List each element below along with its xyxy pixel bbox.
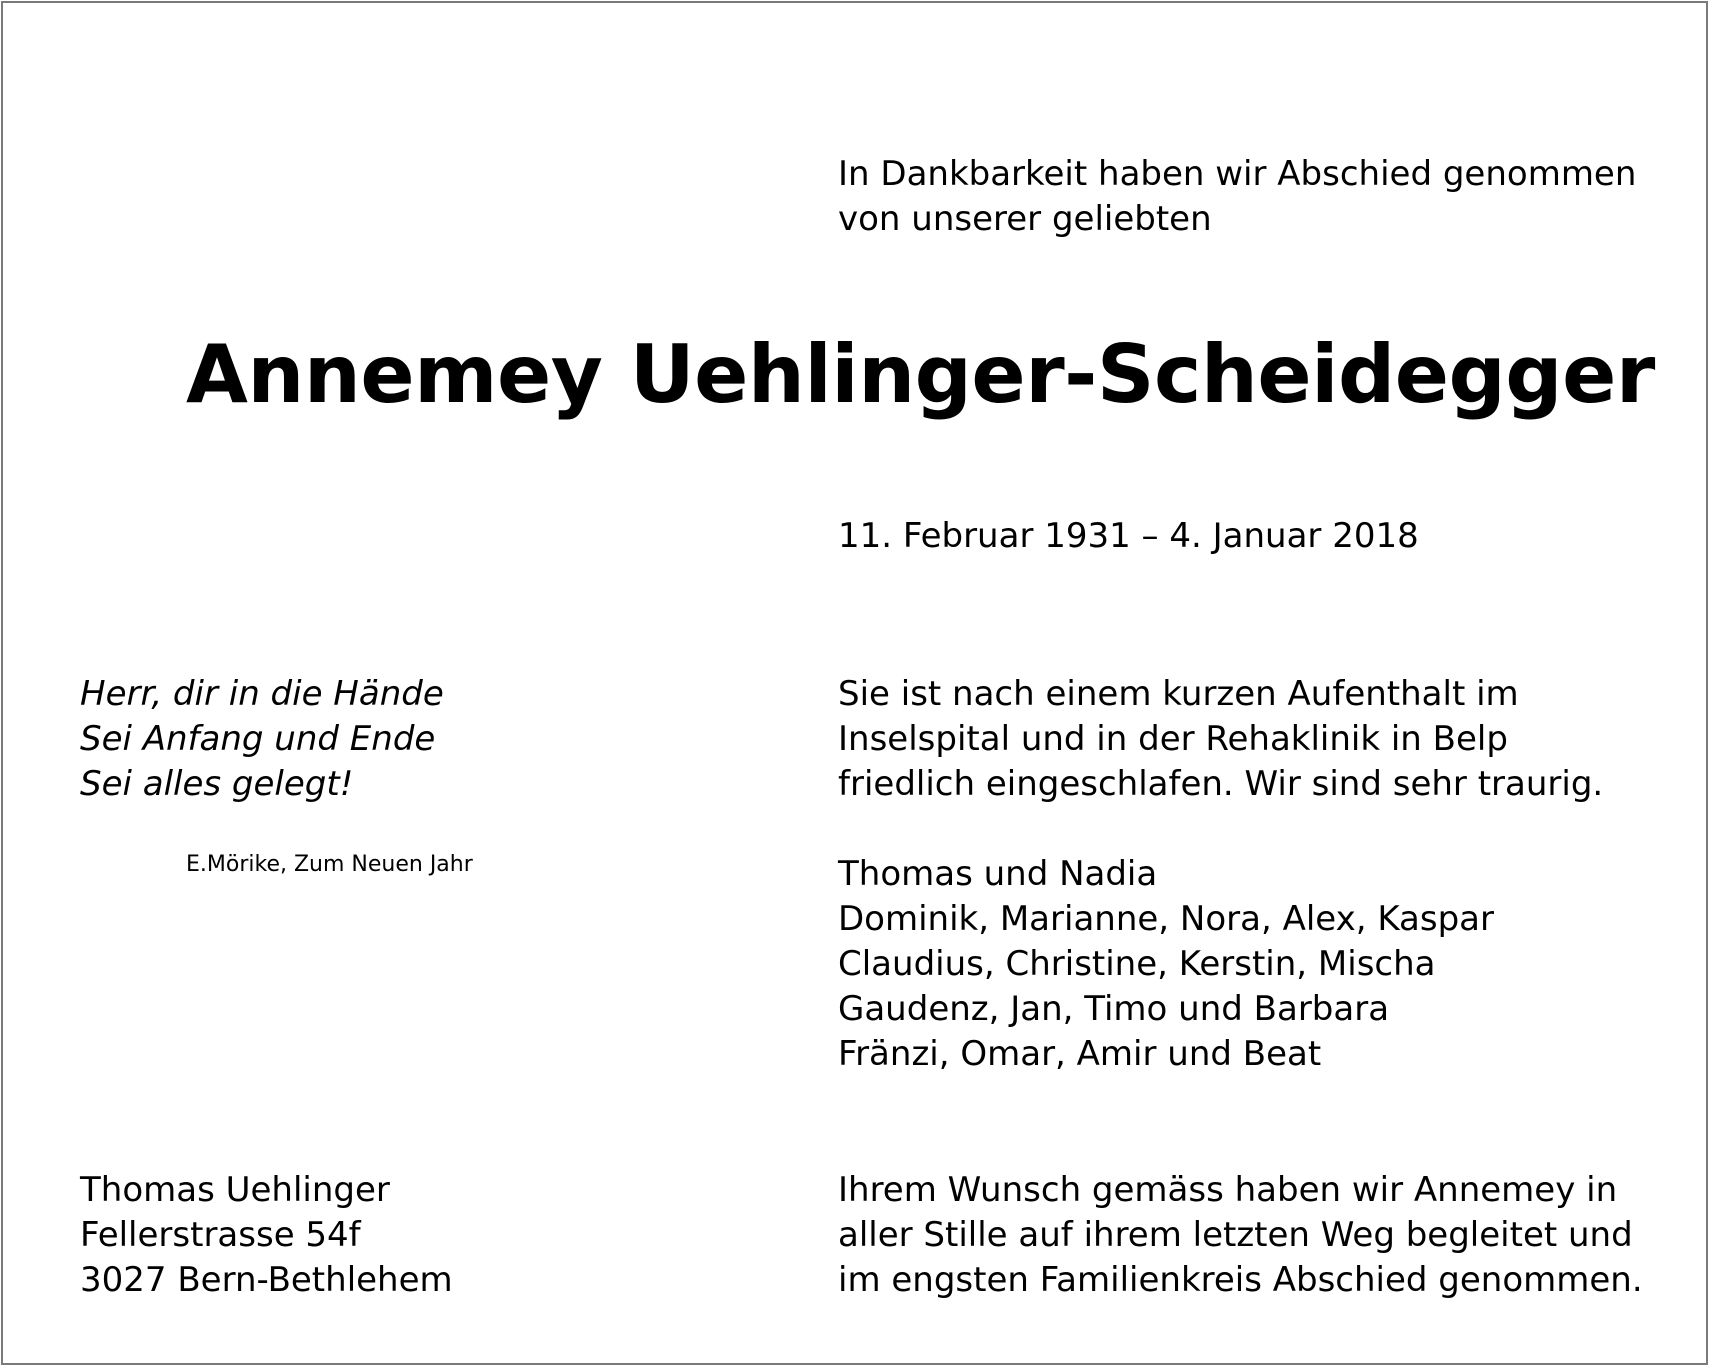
family-line: Dominik, Marianne, Nora, Alex, Kaspar	[838, 899, 1494, 939]
contact-address	[80, 1168, 453, 1303]
intro-line: In Dankbarkeit haben wir Abschied genommen	[838, 154, 1637, 194]
family-line: Gaudenz, Jan, Timo und Barbara	[838, 989, 1390, 1029]
closing-line: Ihrem Wunsch gemäss haben wir Annemey in	[838, 1170, 1618, 1210]
death-message	[838, 672, 1603, 807]
family-line: Fränzi, Omar, Amir und Beat	[838, 1034, 1322, 1074]
life-dates-text: 11. Februar 1931 – 4. Januar 2018	[838, 516, 1419, 556]
page-frame	[1, 1, 1708, 1365]
poem-verse	[80, 672, 444, 807]
poem-line: Herr, dir in die Hände	[80, 674, 444, 714]
family-list	[838, 852, 1494, 1077]
address-line: 3027 Bern-Bethlehem	[80, 1260, 453, 1300]
closing-line: aller Stille auf ihrem letzten Weg begleitet und	[838, 1215, 1633, 1255]
intro-line: von unserer geliebten	[838, 199, 1212, 239]
closing-line: im engsten Familienkreis Abschied genommen.	[838, 1260, 1643, 1300]
deceased-name: Annemey Uehlinger-Scheidegger	[186, 328, 1655, 421]
message-line: friedlich eingeschlafen. Wir sind sehr traurig.	[838, 764, 1604, 804]
life-dates	[838, 514, 1419, 559]
poem-line: Sei alles gelegt!	[80, 764, 354, 804]
poem-line: Sei Anfang und Ende	[80, 719, 436, 759]
family-line: Thomas und Nadia	[838, 854, 1158, 894]
address-line: Thomas Uehlinger	[80, 1170, 390, 1210]
address-line: Fellerstrasse 54f	[80, 1215, 361, 1255]
poem-source: E.Mörike, Zum Neuen Jahr	[186, 852, 473, 877]
closing-message	[838, 1168, 1643, 1303]
family-line: Claudius, Christine, Kerstin, Mischa	[838, 944, 1436, 984]
message-line: Inselspital und in der Rehaklinik in Belp	[838, 719, 1508, 759]
intro-text	[838, 152, 1636, 242]
message-line: Sie ist nach einem kurzen Aufenthalt im	[838, 674, 1519, 714]
